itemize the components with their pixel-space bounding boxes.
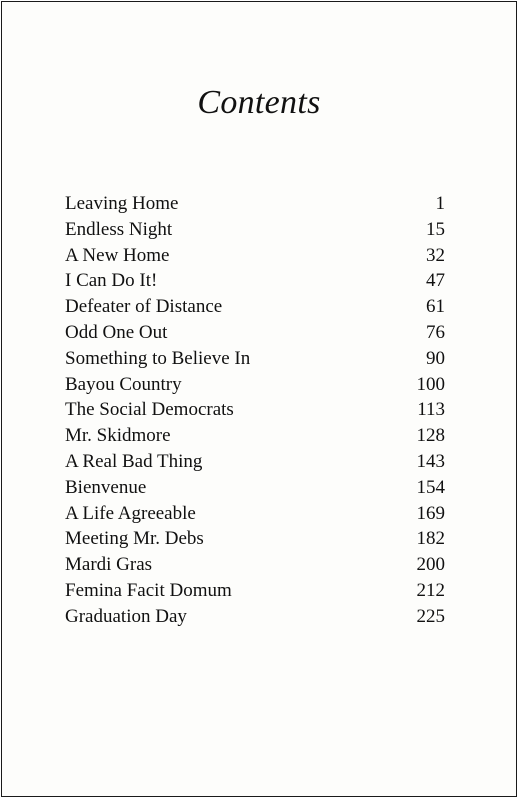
table-of-contents	[65, 193, 445, 632]
toc-entry	[65, 219, 445, 245]
toc-entry	[65, 296, 445, 322]
page-number: 200	[416, 554, 445, 576]
page-number: 143	[416, 450, 445, 472]
page-number: 90	[426, 347, 445, 369]
page-number: 47	[426, 270, 445, 292]
toc-entry	[65, 503, 445, 529]
chapter-title: Mr. Skidmore	[65, 425, 171, 447]
page-number: 225	[416, 605, 445, 627]
chapter-title: Endless Night	[65, 218, 173, 240]
toc-entry	[65, 477, 445, 503]
page-title: Contents	[197, 84, 321, 121]
page-number: 128	[416, 425, 445, 447]
page-number: 15	[426, 218, 445, 240]
toc-entry	[65, 580, 445, 606]
chapter-title: Mardi Gras	[65, 554, 153, 576]
chapter-title: A Real Bad Thing	[65, 450, 203, 472]
chapter-title: A Life Agreeable	[65, 502, 196, 524]
chapter-title: Defeater of Distance	[65, 296, 223, 318]
toc-entry	[65, 193, 445, 219]
page-number: 182	[416, 528, 445, 550]
chapter-title: Femina Facit Domum	[65, 579, 232, 601]
chapter-title: Bayou Country	[65, 373, 182, 395]
page-number: 76	[426, 321, 445, 343]
toc-entry	[65, 399, 445, 425]
page-number: 1	[435, 193, 445, 214]
toc-entry	[65, 374, 445, 400]
page-number: 32	[426, 244, 445, 266]
toc-entry	[65, 554, 445, 580]
toc-entry	[65, 245, 445, 271]
toc-entry	[65, 528, 445, 554]
toc-entry	[65, 425, 445, 451]
chapter-title: A New Home	[65, 244, 170, 266]
chapter-title: Leaving Home	[65, 193, 179, 214]
page-number: 100	[416, 373, 445, 395]
chapter-title: I Can Do It!	[65, 270, 158, 292]
page-number: 169	[416, 502, 445, 524]
chapter-title: Meeting Mr. Debs	[65, 528, 204, 550]
chapter-title: Odd One Out	[65, 321, 168, 343]
chapter-title: Something to Believe In	[65, 347, 251, 369]
chapter-title: Graduation Day	[65, 605, 187, 627]
page-number: 154	[416, 476, 445, 498]
page-number: 113	[417, 399, 445, 421]
toc-entry	[65, 348, 445, 374]
page-number: 212	[416, 579, 445, 601]
page-number: 61	[426, 296, 445, 318]
toc-entry	[65, 270, 445, 296]
chapter-title: Bienvenue	[65, 476, 147, 498]
toc-entry	[65, 451, 445, 477]
toc-entry	[65, 322, 445, 348]
book-page	[1, 1, 517, 797]
toc-entry	[65, 606, 445, 632]
chapter-title: The Social Democrats	[65, 399, 234, 421]
